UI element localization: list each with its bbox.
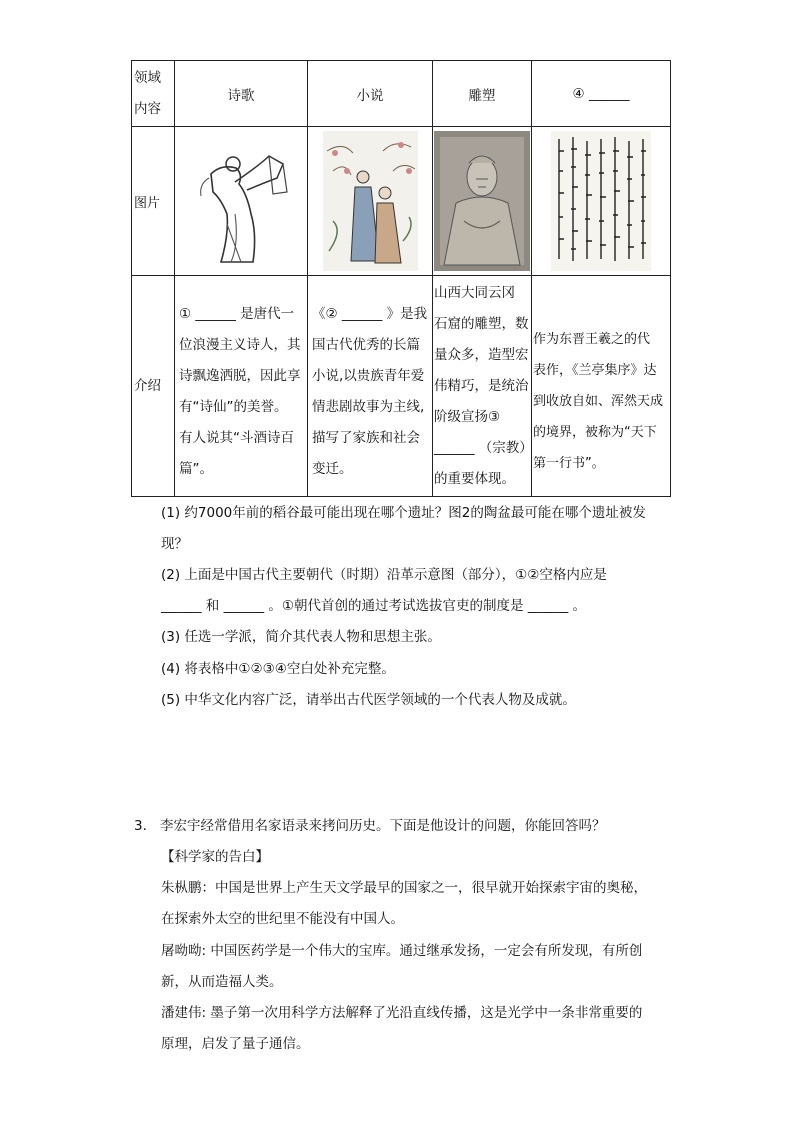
intro-calligraphy-cell bbox=[532, 276, 671, 497]
section-3-intro: 李宏宇经常借用名家语录来拷问历史。下面是他设计的问题，你能回答吗？ bbox=[160, 818, 606, 834]
row-label-intro: 介绍 bbox=[132, 276, 175, 497]
intro2-line: 变迁。 bbox=[312, 460, 353, 477]
novel-image-cell bbox=[308, 127, 433, 276]
calligraphy-image-cell bbox=[532, 127, 671, 276]
calligraphy-image bbox=[551, 131, 651, 271]
scientist-3-line1: 潘建伟: 墨子第一次用科学方法解释了光沿直线传播，这是光学中一条非常重要的 bbox=[161, 1005, 643, 1021]
header-blank-4: ④ ______ bbox=[532, 61, 671, 127]
novel-illustration-image bbox=[323, 131, 418, 271]
question-2-line1: (2) 上面是中国古代主要朝代（时期）沿革示意图（部分），①②空格内应是 bbox=[161, 567, 607, 583]
intro2-line: 小说,以贵族青年爱 bbox=[312, 367, 425, 384]
scientist-1-line2: 在探索外太空的世纪里不能没有中国人。 bbox=[161, 911, 404, 927]
intro3-line: 石窟的雕塑，数 bbox=[434, 315, 529, 332]
intro4-line: 表作，《兰亭集序》达 bbox=[533, 363, 657, 378]
intro2-line: 情悲剧故事为主线, bbox=[312, 398, 425, 415]
intro-sculpture-cell bbox=[433, 276, 532, 497]
intro4-line: 到收放自如、浑然天成 bbox=[533, 394, 664, 409]
question-5: (5) 中华文化内容广泛，请举出古代医学领域的一个代表人物及成就。 bbox=[161, 692, 576, 708]
intro3-line: 山西大同云冈 bbox=[434, 284, 515, 301]
intro2-line: 《② ______ 》是我 bbox=[312, 305, 428, 322]
scientist-1-line1: 朱枞鹏：中国是世界上产生天文学最早的国家之一，很早就开始探索宇宙的奥秘， bbox=[161, 880, 647, 896]
question-1-line1: (1) 约7000年前的稻谷最可能出现在哪个遗址？图2的陶盆最可能在哪个遗址被发 bbox=[161, 505, 646, 521]
intro1-line: ① ______ 是唐代一 bbox=[179, 305, 295, 322]
question-2-line2: ______ 和 ______ 。①朝代首创的通过考试选拔官吏的制度是 ______ 。 bbox=[161, 598, 587, 614]
intro3-line: ______ （宗教） bbox=[434, 439, 533, 456]
section-3-number: 3. bbox=[134, 818, 147, 834]
header-sculpture: 雕塑 bbox=[433, 61, 532, 127]
scientist-3-line2: 原理，启发了量子通信。 bbox=[161, 1036, 310, 1052]
question-3: (3) 任选一学派，简介其代表人物和思想主张。 bbox=[161, 629, 441, 645]
intro-poet-cell bbox=[175, 276, 308, 497]
scientist-2-line1: 屠呦呦: 中国医药学是一个伟大的宝库。通过继承发扬，一定会有所发现，有所创 bbox=[161, 943, 643, 959]
section-3-heading: 【科学家的告白】 bbox=[161, 849, 269, 865]
intro-novel-cell bbox=[308, 276, 433, 497]
row-header-cell: 领域内容 bbox=[132, 61, 175, 127]
intro2-line: 国古代优秀的长篇 bbox=[312, 336, 420, 353]
poet-sketch-image bbox=[191, 134, 291, 269]
question-1-line2: 现？ bbox=[161, 536, 188, 552]
buddha-statue-image bbox=[434, 131, 530, 271]
intro4-line: 第一行书”。 bbox=[533, 456, 605, 471]
section-3-header bbox=[134, 811, 674, 842]
intro1-line: 有人说其“斗酒诗百 bbox=[179, 429, 294, 446]
header-novel: 小说 bbox=[308, 61, 433, 127]
intro3-line: 量众多，造型宏 bbox=[434, 346, 529, 363]
poet-image-cell bbox=[175, 127, 308, 276]
intro3-line: 的重要体现。 bbox=[434, 470, 515, 487]
intro2-line: 描写了家族和社会 bbox=[312, 429, 420, 446]
culture-table bbox=[131, 60, 671, 497]
scientist-2-line2: 新，从而造福人类。 bbox=[161, 974, 283, 990]
intro1-line: 篇”。 bbox=[179, 460, 213, 477]
row-label-images: 图片 bbox=[132, 127, 175, 276]
intro3-line: 伟精巧，是统治 bbox=[434, 377, 529, 394]
sculpture-image-cell bbox=[433, 127, 532, 276]
intro1-line: 诗飘逸洒脱，因此享 bbox=[179, 367, 301, 384]
header-poetry: 诗歌 bbox=[175, 61, 308, 127]
intro1-line: 位浪漫主义诗人，其 bbox=[179, 336, 301, 353]
question-4: (4) 将表格中①②③④空白处补充完整。 bbox=[161, 661, 395, 677]
intro3-line: 阶级宣扬③ bbox=[434, 408, 501, 425]
intro4-line: 的境界，被称为“天下 bbox=[533, 425, 657, 440]
intro1-line: 有“诗仙”的美誉。 bbox=[179, 398, 288, 415]
intro4-line: 作为东晋王羲之的代 bbox=[533, 332, 651, 347]
